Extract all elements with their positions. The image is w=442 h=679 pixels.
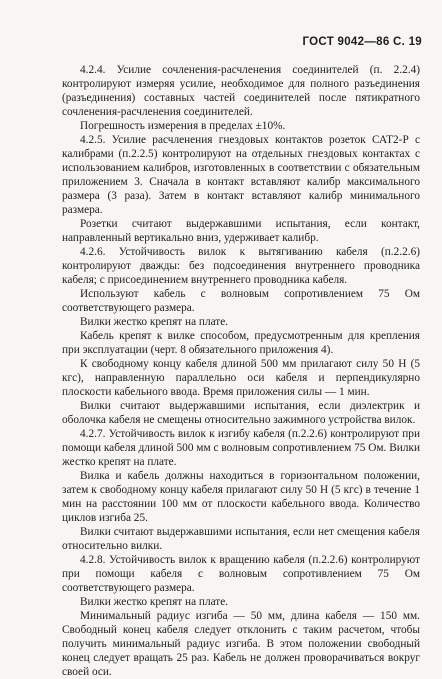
paragraph-sockets-pass: Розетки считают выдержавшими испытания, если контакт, направленный вертикально вниз, удерживает калибр. (62, 218, 420, 244)
document-body (62, 63, 420, 679)
paragraph-cable-attached: Кабель крепят к вилке способом, предусмотренным для крепления при эксплуатации (черт. 8 обязательного приложения 4). (62, 330, 420, 356)
paragraph-4-2-4: 4.2.4. Усилие сочленения-расчленения соединителей (п. 2.2.4) контролируют измеряя усилие, необходимое для полного разъединения (разъединения) составных частей соединителей после пятикратного сочленения-расчленения соединителей. (62, 64, 420, 118)
paragraph-cable-impedance: Используют кабель с волновым сопротивлением 75 Ом соответствующего размера. (62, 288, 420, 314)
page-header: ГОСТ 9042—86 С. 19 (302, 36, 422, 48)
paragraph-plugs-pass-pull: Вилки считают выдержавшими испытания, если диэлектрик и оболочка кабеля не смещены относительно зажимного устройства вилок. (62, 400, 420, 426)
paragraph-force-applied: К свободному концу кабеля длиной 500 мм прилагают силу 50 Н (5 кгс), направленную параллельно оси кабеля и перпендикулярно плоскости кабельного ввода. Время приложения силы — 1 мин. (62, 358, 420, 398)
paragraph-plugs-pass-bend: Вилки считают выдержавшими испытания, если нет смещения кабеля относительно вилки. (62, 526, 420, 552)
paragraph-4-2-6: 4.2.6. Устойчивость вилок к вытягиванию кабеля (п.2.2.6) контролируют дважды: без подсоединения внутреннего проводника кабеля; с присоединением внутреннего проводника кабеля. (62, 246, 420, 286)
paragraph-min-bend-radius: Минимальный радиус изгиба — 50 мм, длина кабеля — 150 мм. Свободный конец кабеля следует отклонить с таким расчетом, чтобы получить минимальный радиус изгиба. В этом положении свободный конец следует вращать 25 раз. Кабель не должен проворачиваться вокруг своей оси. (62, 610, 420, 678)
paragraph-plugs-mounted: Вилки жестко крепят на плате. (80, 316, 229, 328)
paragraph-4-2-5: 4.2.5. Усилие расчленения гнездовых контактов розеток САТ2-Р с калибрами (п.2.2.5) контролируют на отдельных гнездовых контактах с использованием калибров, изготовленных в соответствии с обязательным приложением 3. Сначала в контакт вставляют калибр максимального размера (3 раза). Затем в контакт вставляют калибр минимального размера. (62, 134, 420, 216)
paragraph-4-2-8: 4.2.8. Устойчивость вилок к вращению кабеля (п.2.2.6) контролируют при помощи кабеля с волновым сопротивлением 75 Ом соответствующего размера. (62, 554, 420, 594)
paragraph-measurement-error: Погрешность измерения в пределах ±10%. (80, 120, 286, 132)
paragraph-4-2-7: 4.2.7. Устойчивость вилок к изгибу кабеля (п.2.2.6) контролируют при помощи кабеля длиной 500 мм с волновым сопротивлением 75 Ом. Вилки жестко крепят на плате. (62, 428, 420, 468)
paragraph-horizontal-position: Вилка и кабель должны находиться в горизонтальном положении, затем к свободному концу кабеля прилагают силу 50 Н (5 кгс) в течение 1 мин на расстоянии 100 мм от плоскости кабельного ввода. Количество циклов изгиба 25. (62, 470, 420, 524)
paragraph-plugs-mounted-2: Вилки жестко крепят на плате. (80, 596, 229, 608)
